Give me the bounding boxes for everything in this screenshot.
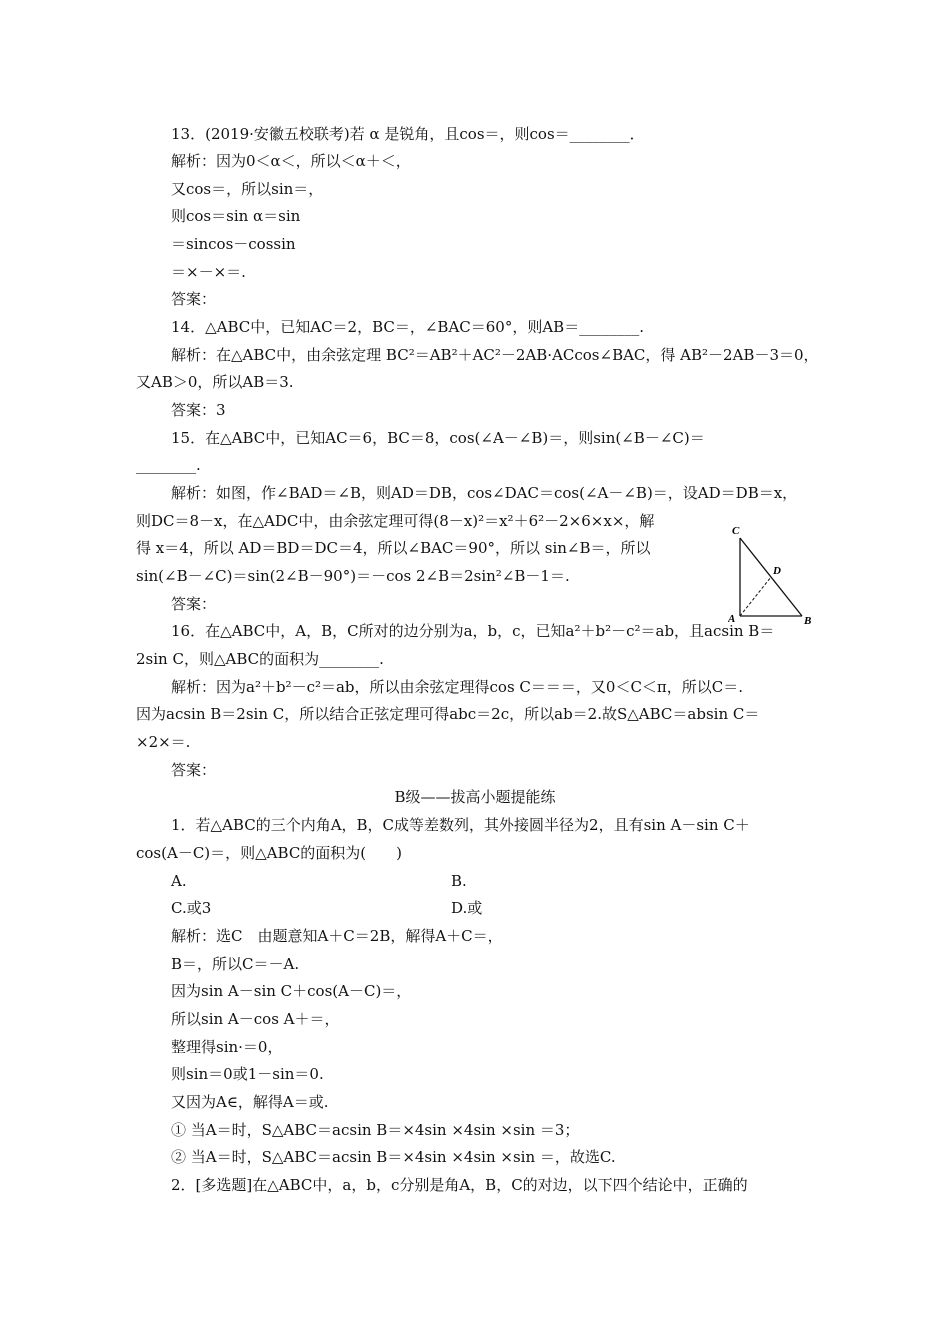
text-line: B. <box>451 872 467 890</box>
text-line: 1．若△ABC的三个内角A，B，C成等差数列，其外接圆半径为2，且有sin A－sin C＋ <box>171 816 750 834</box>
text-line: 则cos＝sin α＝sin <box>171 207 301 225</box>
text-line: ＝×－×＝. <box>171 263 246 281</box>
segment-ad <box>740 577 771 616</box>
label-a: A <box>728 613 736 625</box>
text-line: C.或3 <box>171 899 212 917</box>
text-line: 又AB＞0，所以AB＝3. <box>136 373 294 391</box>
text-line: A. <box>171 872 187 890</box>
text-line: 解析：如图，作∠BAD＝∠B，则AD＝DB，cos∠DAC＝cos(∠A－∠B)＝，设AD＝DB＝x， <box>171 484 798 502</box>
text-line: 2sin C，则△ABC的面积为________. <box>136 650 384 668</box>
text-line: 则sin＝0或1－sin＝0. <box>171 1065 324 1083</box>
text-line: ① 当A＝时，S△ABC＝acsin B＝×4sin ×4sin ×sin ＝3； <box>171 1121 580 1139</box>
text-line: sin(∠B－∠C)＝sin(2∠B－90°)＝－cos 2∠B＝2sin²∠B－1＝. <box>136 567 570 585</box>
text-line: 解析：选C 由题意知A＋C＝2B，解得A＋C＝， <box>171 927 503 945</box>
text-line: 所以sin A－cos A＋＝， <box>171 1010 340 1028</box>
text-line: 又因为A∈，解得A＝或. <box>171 1093 329 1111</box>
label-c: C <box>732 525 740 537</box>
section-heading: B级——拔高小题提能练 <box>394 788 556 806</box>
text-line: ×2×＝. <box>136 733 191 751</box>
text-line: 14．△ABC中，已知AC＝2，BC＝，∠BAC＝60°，则AB＝________. <box>171 318 644 336</box>
text-line: ＝sincos－cossin <box>171 235 296 253</box>
text-line: 2．[多选题]在△ABC中，a，b，c分别是角A，B，C的对边，以下四个结论中，正确的 <box>171 1176 748 1194</box>
text-line: ② 当A＝时，S△ABC＝acsin B＝×4sin ×4sin ×sin ＝，故选C. <box>171 1148 616 1166</box>
text-line: 得 x＝4，所以 AD＝BD＝DC＝4，所以∠BAC＝90°，所以 sin∠B＝，所以 <box>136 539 651 557</box>
text-line: 答案： <box>171 290 217 308</box>
text-line: 解析：因为0＜α＜，所以＜α＋＜， <box>171 152 411 170</box>
text-line: 又cos＝，所以sin＝， <box>171 180 324 198</box>
text-line: 答案： <box>171 761 217 779</box>
text-line: 13．(2019·安徽五校联考)若 α 是锐角，且cos＝，则cos＝________． <box>171 125 645 143</box>
text-line: 答案： <box>171 595 217 613</box>
label-b: B <box>804 615 812 627</box>
text-line: D.或 <box>451 899 483 917</box>
triangle-figure <box>728 520 818 628</box>
text-line: cos(A－C)＝，则△ABC的面积为( ) <box>136 844 402 862</box>
text-line: 解析：在△ABC中，由余弦定理 BC²＝AB²＋AC²－2AB·ACcos∠BAC，得 AB²－2AB－3＝0， <box>171 346 819 364</box>
text-line: 因为acsin B＝2sin C，所以结合正弦定理可得abc＝2c，所以ab＝2.故S△ABC＝absin C＝ <box>136 705 760 723</box>
text-line: ________. <box>136 456 201 474</box>
text-line: 则DC＝8－x，在△ADC中，由余弦定理可得(8－x)²＝x²＋6²－2×6×x×，解 <box>136 512 655 530</box>
label-d: D <box>773 565 781 577</box>
text-line: B＝，所以C＝－A. <box>171 955 300 973</box>
text-line: 解析：因为a²＋b²－c²＝ab，所以由余弦定理得cos C＝＝＝，又0＜C＜π，所以C＝. <box>171 678 744 696</box>
text-line: 15．在△ABC中，已知AC＝6，BC＝8，cos(∠A－∠B)＝，则sin(∠B－∠C)＝ <box>171 429 705 447</box>
text-line: 整理得sin·＝0， <box>171 1038 283 1056</box>
text-line: 16．在△ABC中，A，B，C所对的边分别为a，b，c，已知a²＋b²－c²＝ab，且acsin B＝ <box>171 622 775 640</box>
text-line: 因为sin A－sin C＋cos(A－C)＝， <box>171 982 412 1000</box>
text-line: 答案：3 <box>171 401 226 419</box>
